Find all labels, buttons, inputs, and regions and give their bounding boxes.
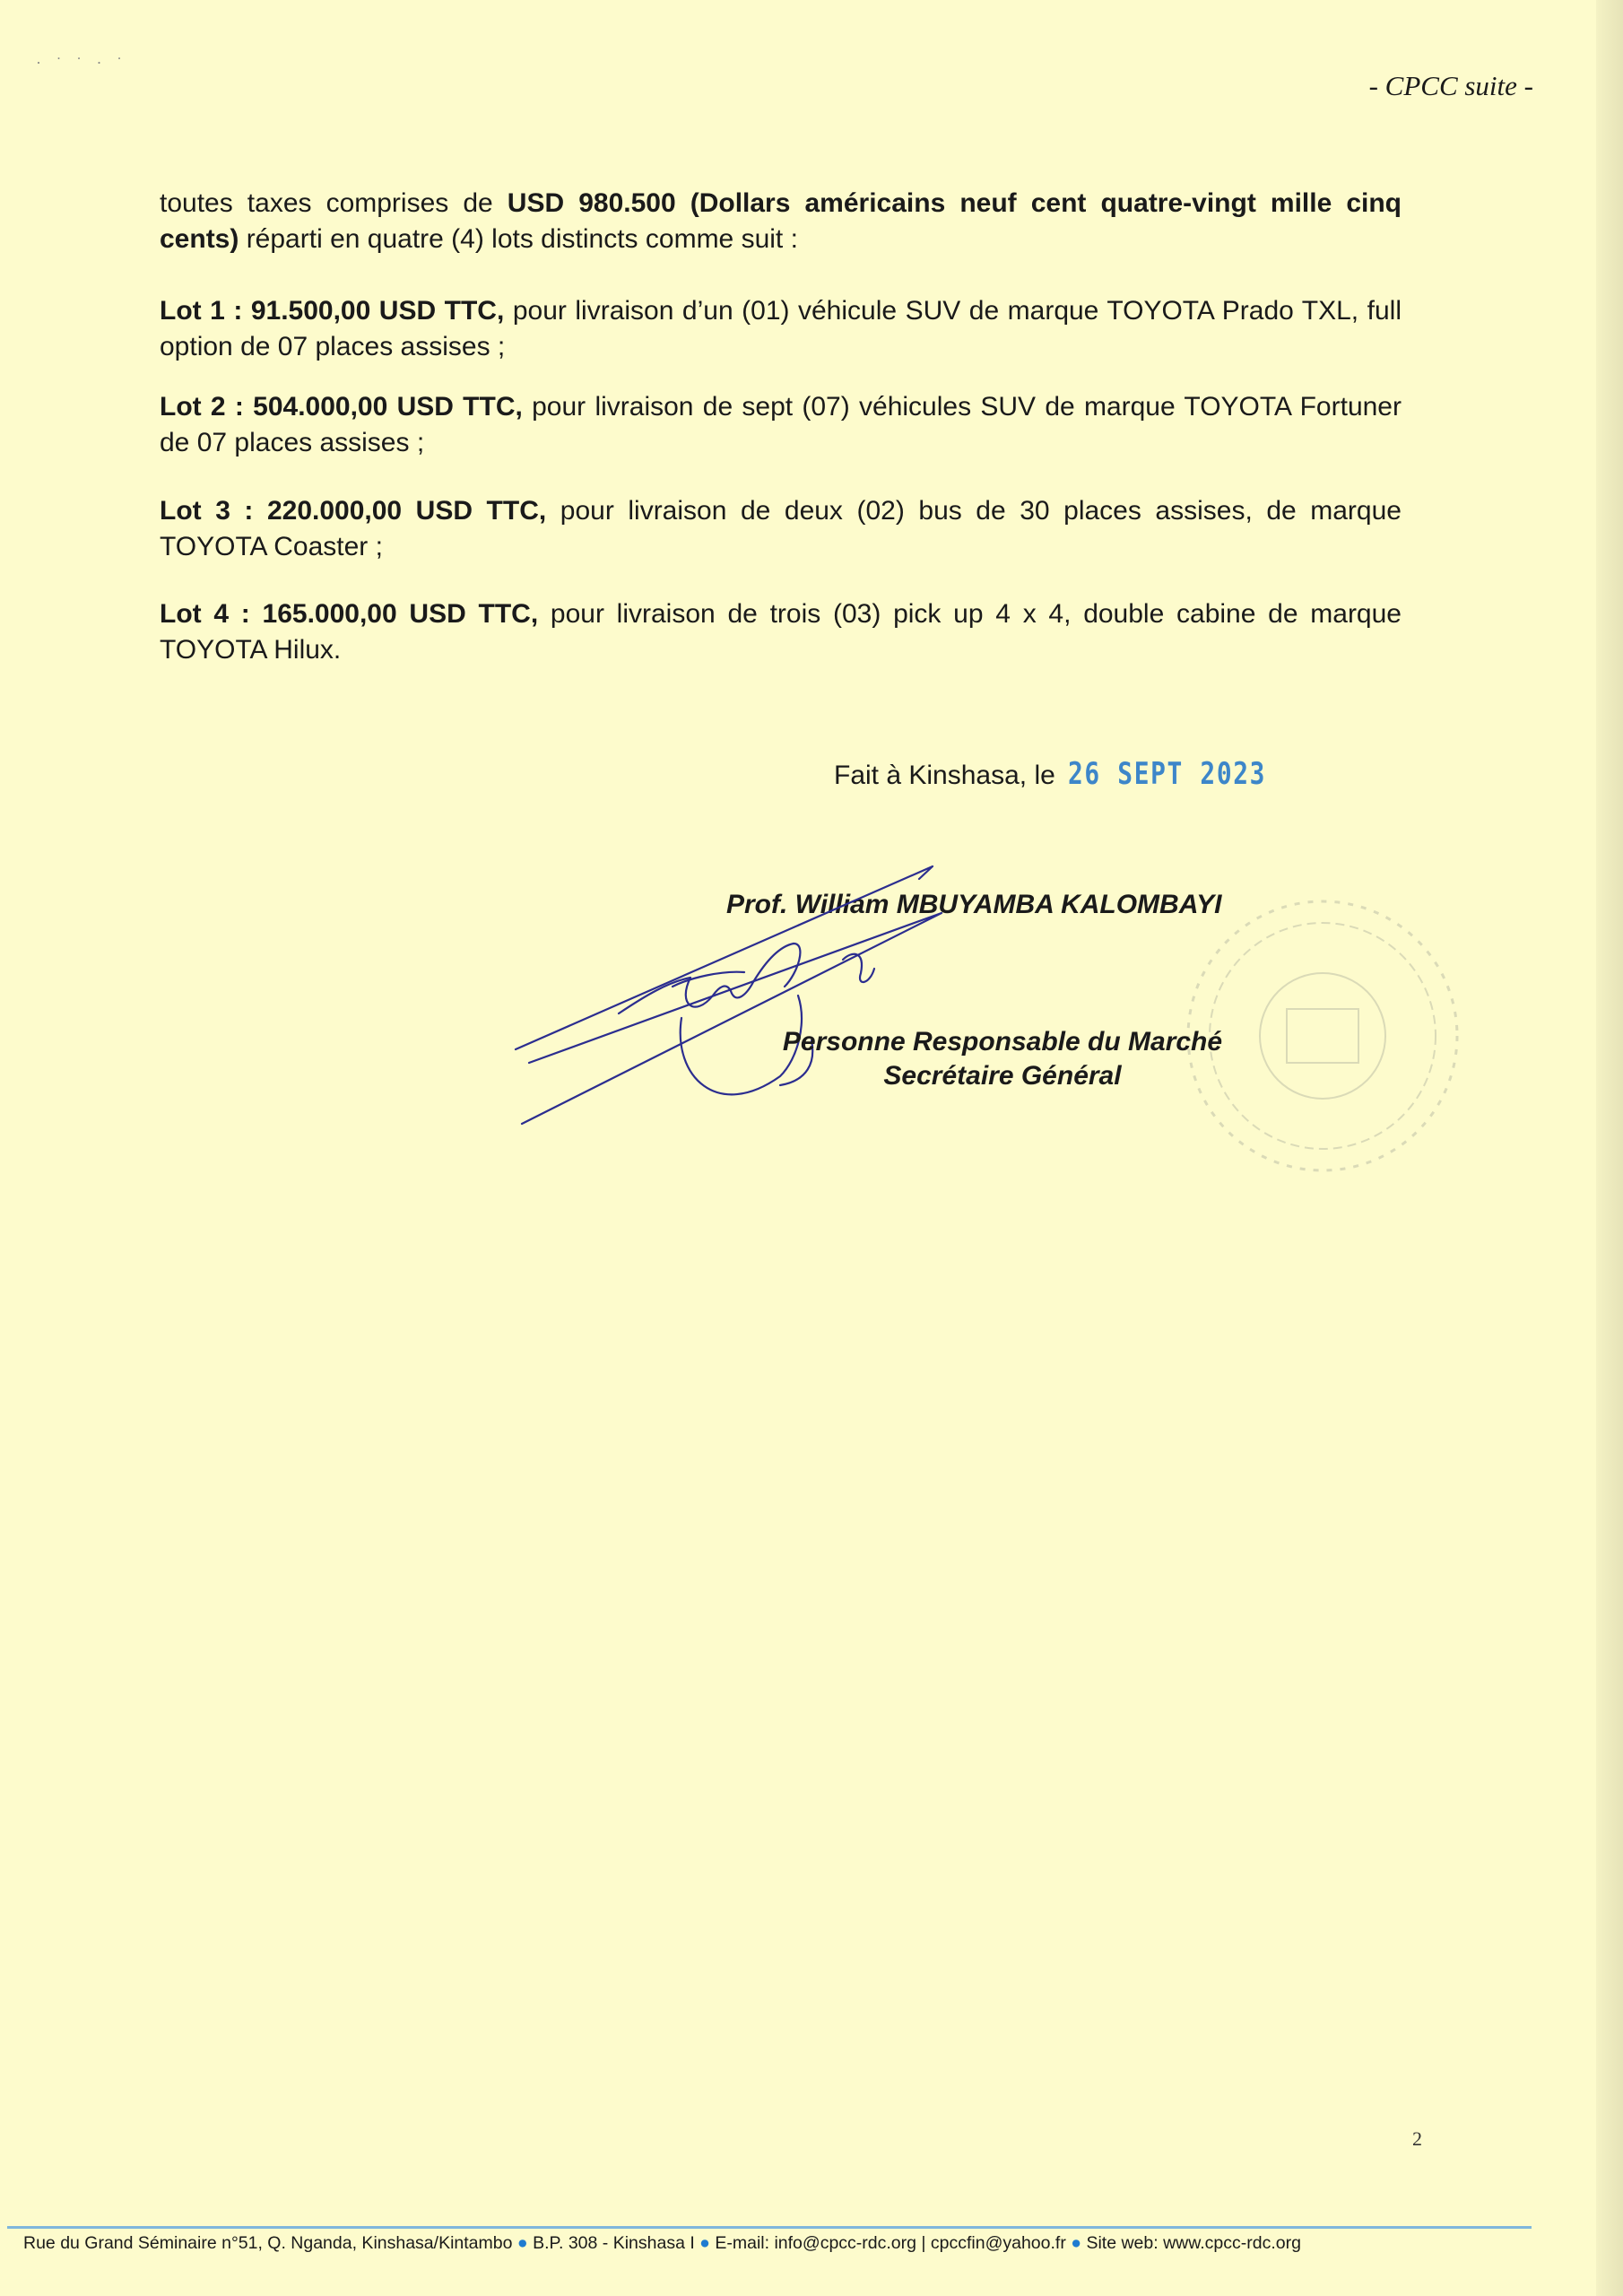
page-header: - CPCC suite -	[1368, 70, 1533, 101]
signatory-name: Prof. William MBUYAMBA KALOMBAYI	[726, 890, 1222, 919]
role-line-2: Secrétaire Général	[883, 1061, 1122, 1091]
lot-label: Lot 3 : 220.000,00 USD TTC,	[160, 496, 547, 526]
footer-address: Rue du Grand Séminaire n°51, Q. Nganda, Kinshasa/Kintambo	[23, 2233, 513, 2253]
lot-text: pour livraison de sept (07) véhicules SUV de marque TOYOTA Fortuner de 07 places assises ;	[160, 392, 1402, 457]
footer-separator-icon: ●	[1071, 2233, 1082, 2253]
place-label: Fait à Kinshasa, le	[834, 761, 1055, 790]
footer-email: E-mail: info@cpcc-rdc.org | cpccfin@yahoo.fr	[715, 2233, 1066, 2253]
lot-text: pour livraison de trois (03) pick up 4 x 4, double cabine de marque TOYOTA Hilux.	[160, 599, 1402, 665]
intro-amount: USD 980.500 (Dollars américains neuf cent quatre-vingt mille cinq cents)	[160, 188, 1402, 254]
lot-label: Lot 2 : 504.000,00 USD TTC,	[160, 392, 523, 422]
signatory-role	[751, 1025, 1254, 1093]
page-number: 2	[1412, 2127, 1422, 2150]
lot-label: Lot 4 : 165.000,00 USD TTC,	[160, 599, 539, 629]
intro-lead: toutes taxes comprises de	[160, 188, 508, 218]
intro-tail: réparti en quatre (4) lots distincts comme suit :	[239, 224, 798, 254]
lot-text: pour livraison d’un (01) véhicule SUV de marque TOYOTA Prado TXL, full option de 07 places assises ;	[160, 296, 1402, 361]
lot-paragraph-2	[160, 389, 1402, 461]
paper-edge-shadow	[1596, 0, 1623, 2296]
footer-separator-icon: ●	[516, 2233, 528, 2253]
handwritten-signature	[511, 861, 1013, 1148]
footer-separator-icon: ●	[699, 2233, 710, 2253]
footer-site: Site web: www.cpcc-rdc.org	[1086, 2233, 1301, 2253]
lot-paragraph-1	[160, 293, 1402, 365]
footer-bp: B.P. 308 - Kinshasa I	[533, 2233, 695, 2253]
lot-text: pour livraison de deux (02) bus de 30 places assises, de marque TOYOTA Coaster ;	[160, 496, 1402, 561]
footer-rule	[7, 2226, 1532, 2229]
scan-specks: · ˙ ˙ · ˙	[36, 54, 127, 72]
lot-paragraph-3	[160, 493, 1402, 565]
footer	[23, 2233, 1539, 2254]
place-and-date	[834, 756, 1309, 792]
lot-label: Lot 1 : 91.500,00 USD TTC,	[160, 296, 505, 326]
intro-paragraph	[160, 186, 1402, 257]
lot-paragraph-4	[160, 596, 1402, 668]
role-line-1: Personne Responsable du Marché	[782, 1027, 1223, 1057]
date-stamp: 26 SEPT 2023	[1067, 756, 1266, 792]
